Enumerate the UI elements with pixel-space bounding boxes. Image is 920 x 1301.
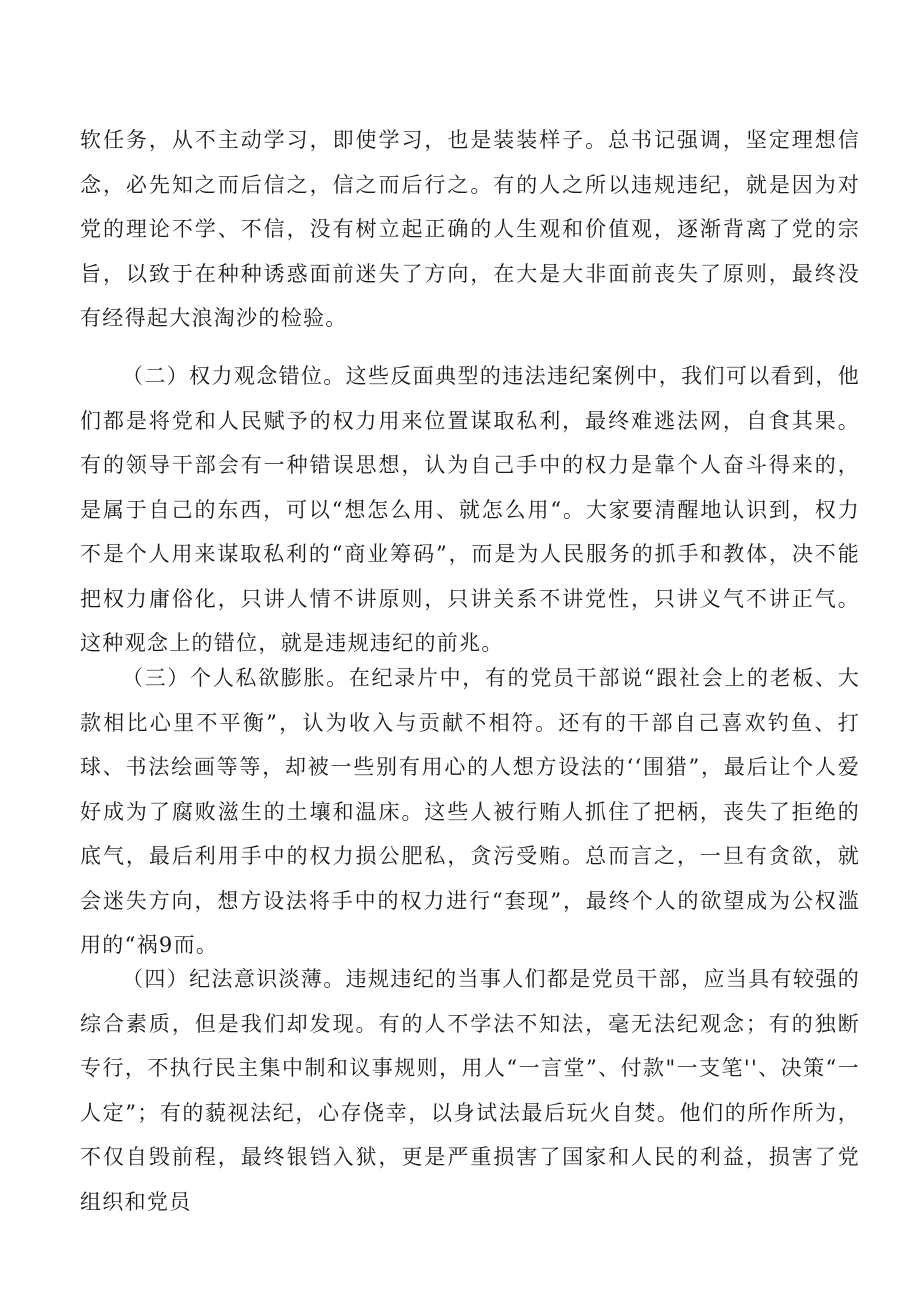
- paragraph-power-misplacement: （二）权力观念错位。这些反面典型的违法违纪案例中，我们可以看到，他们都是将党和人民赋予的权力用来位置谋取私利，最终难逃法网，自食其果。有的领导干部会有一种错误思想，认为自己手中的权力是靠个人奋斗得来的，是属于自己的东西，可以“想怎么用、就怎么用“。大家要清醒地认识到，权力不是个人用来谋取私利的“商业筹码”，而是为人民服务的抓手和教体，决不能把权力庸俗化，只讲人情不讲原则，只讲关系不讲党性，只讲义气不讲正气。这种观念上的错位，就是违规违纪的前兆。: [80, 364, 860, 655]
- paragraph-personal-greed: （三）个人私欲膨胀。在纪录片中，有的党员干部说“跟社会上的老板、大款相比心里不平衡”，认为收入与贡献不相符。还有的干部自己喜欢钓鱼、打球、书法绘画等等，却被一些别有用心的人想方设法的‘‘围猎”，最后让个人爱好成为了腐败滋生的土壤和温床。这些人被行贿人抓住了把柄，丧失了拒绝的底气，最后利用手中的权力损公肥私，贪污受贿。总而言之，一旦有贪欲，就会迷失方向，想方设法将手中的权力进行“套现”，最终个人的欲望成为公权滥用的“祸9而。: [80, 666, 860, 957]
- paragraph-continuation: 软任务，从不主动学习，即使学习，也是装装样子。总书记强调，坚定理想信念，必先知之而后信之，信之而后行之。有的人之所以违规违纪，就是因为对党的理论不学、不信，没有树立起正确的人生观和价值观，逐渐背离了党的宗旨，以致于在种种诱惑面前迷失了方向，在大是大非面前丧失了原则，最终没有经得起大浪淘沙的检验。: [80, 128, 860, 330]
- paragraph-weak-discipline: （四）纪法意识淡薄。违规违纪的当事人们都是党员干部，应当具有较强的综合素质，但是我们却发现。有的人不学法不知法，毫无法纪观念；有的独断专行，不执行民主集中制和议事规则，用人“一言堂”、付款"一支笔''、决策“一人定”；有的藐视法纪，心存侥幸，以身试法最后玩火自焚。他们的所作所为，不仅自毁前程，最终银铛入狱，更是严重损害了国家和人民的利益，损害了党组织和党员: [80, 967, 860, 1214]
